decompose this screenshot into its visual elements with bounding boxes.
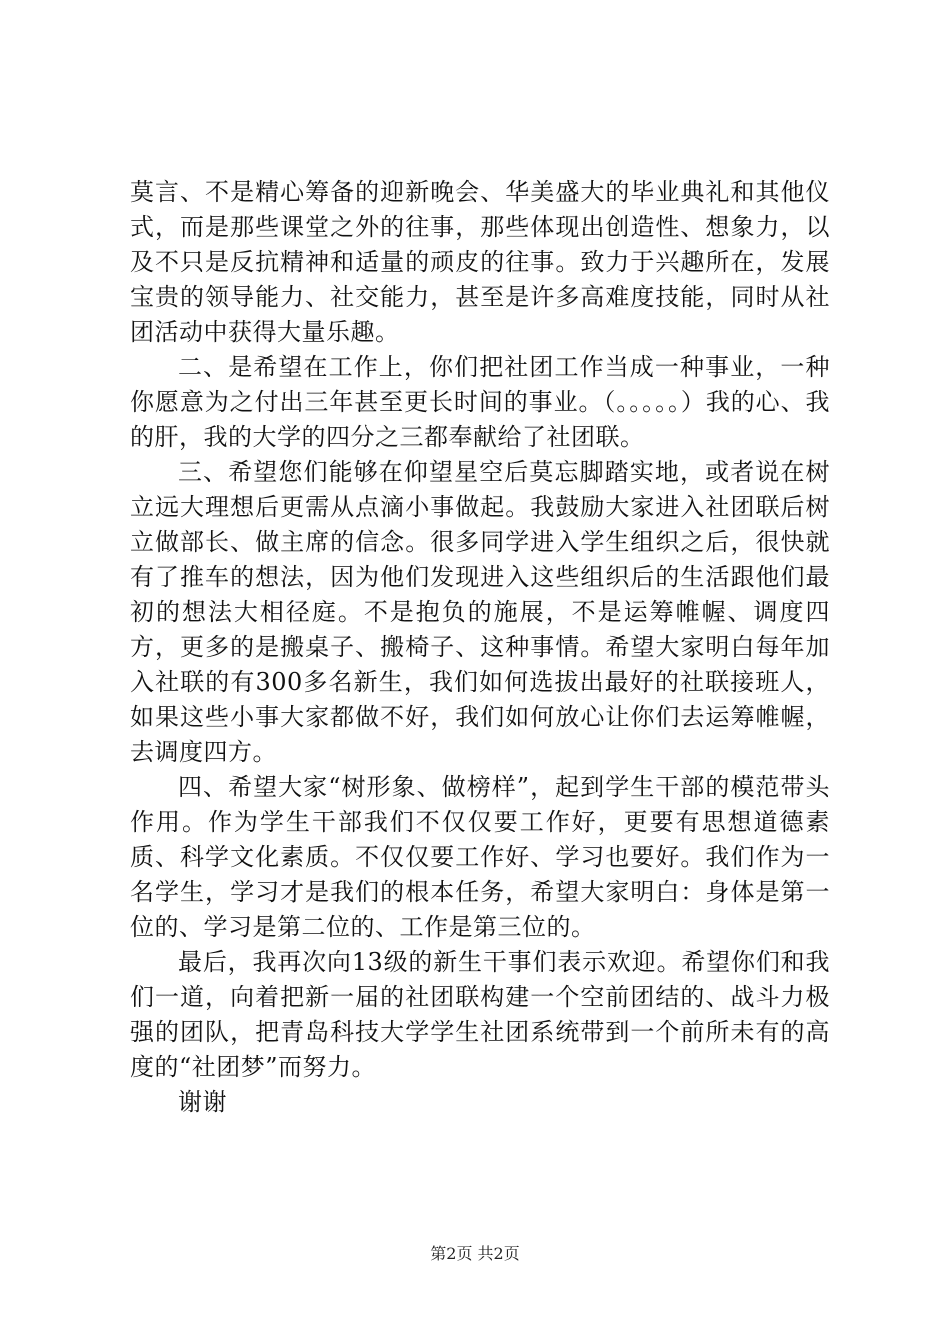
page-footer: 第2页 共2页 [430, 1244, 520, 1263]
document-body [130, 175, 830, 1120]
paragraph-closing: 最后，我再次向13级的新生干事们表示欢迎。希望你们和我们一道，向着把新一届的社团联构建一个空前团结的、战斗力极强的团队，把青岛科技大学学生社团系统带到一个前所未有的高度的“社团梦”而努力。 [130, 948, 830, 1081]
paragraph-continuation: 莫言、不是精心筹备的迎新晚会、华美盛大的毕业典礼和其他仪式，而是那些课堂之外的往事，那些体现出创造性、想象力，以及不只是反抗精神和适量的顽皮的往事。致力于兴趣所在，发展宝贵的领导能力、社交能力，甚至是许多高难度技能，同时从社团活动中获得大量乐趣。 [130, 178, 830, 346]
paragraph-point-four: 四、希望大家“树形象、做榜样”，起到学生干部的模范带头作用。作为学生干部我们不仅仅要工作好，更要有思想道德素质、科学文化素质。不仅仅要工作好、学习也要好。我们作为一名学生，学习才是我们的根本任务，希望大家明白：身体是第一位的、学习是第二位的、工作是第三位的。 [130, 773, 830, 941]
paragraph-point-two: 二、是希望在工作上，你们把社团工作当成一种事业，一种你愿意为之付出三年甚至更长时间的事业。（。。。。。）我的心、我的肝，我的大学的四分之三都奉献给了社团联。 [130, 353, 830, 451]
paragraph-thanks: 谢谢 [178, 1088, 227, 1116]
paragraph-point-three: 三、希望您们能够在仰望星空后莫忘脚踏实地，或者说在树立远大理想后更需从点滴小事做起。我鼓励大家进入社团联后树立做部长、做主席的信念。很多同学进入学生组织之后，很快就有了推车的想法，因为他们发现进入这些组织后的生活跟他们最初的想法大相径庭。不是抱负的施展，不是运筹帷幄、调度四方，更多的是搬桌子、搬椅子、这种事情。希望大家明白每年加入社联的有300多名新生，我们如何选拔出最好的社联接班人，如果这些小事大家都做不好，我们如何放心让你们去运筹帷幄，去调度四方。 [130, 458, 830, 766]
